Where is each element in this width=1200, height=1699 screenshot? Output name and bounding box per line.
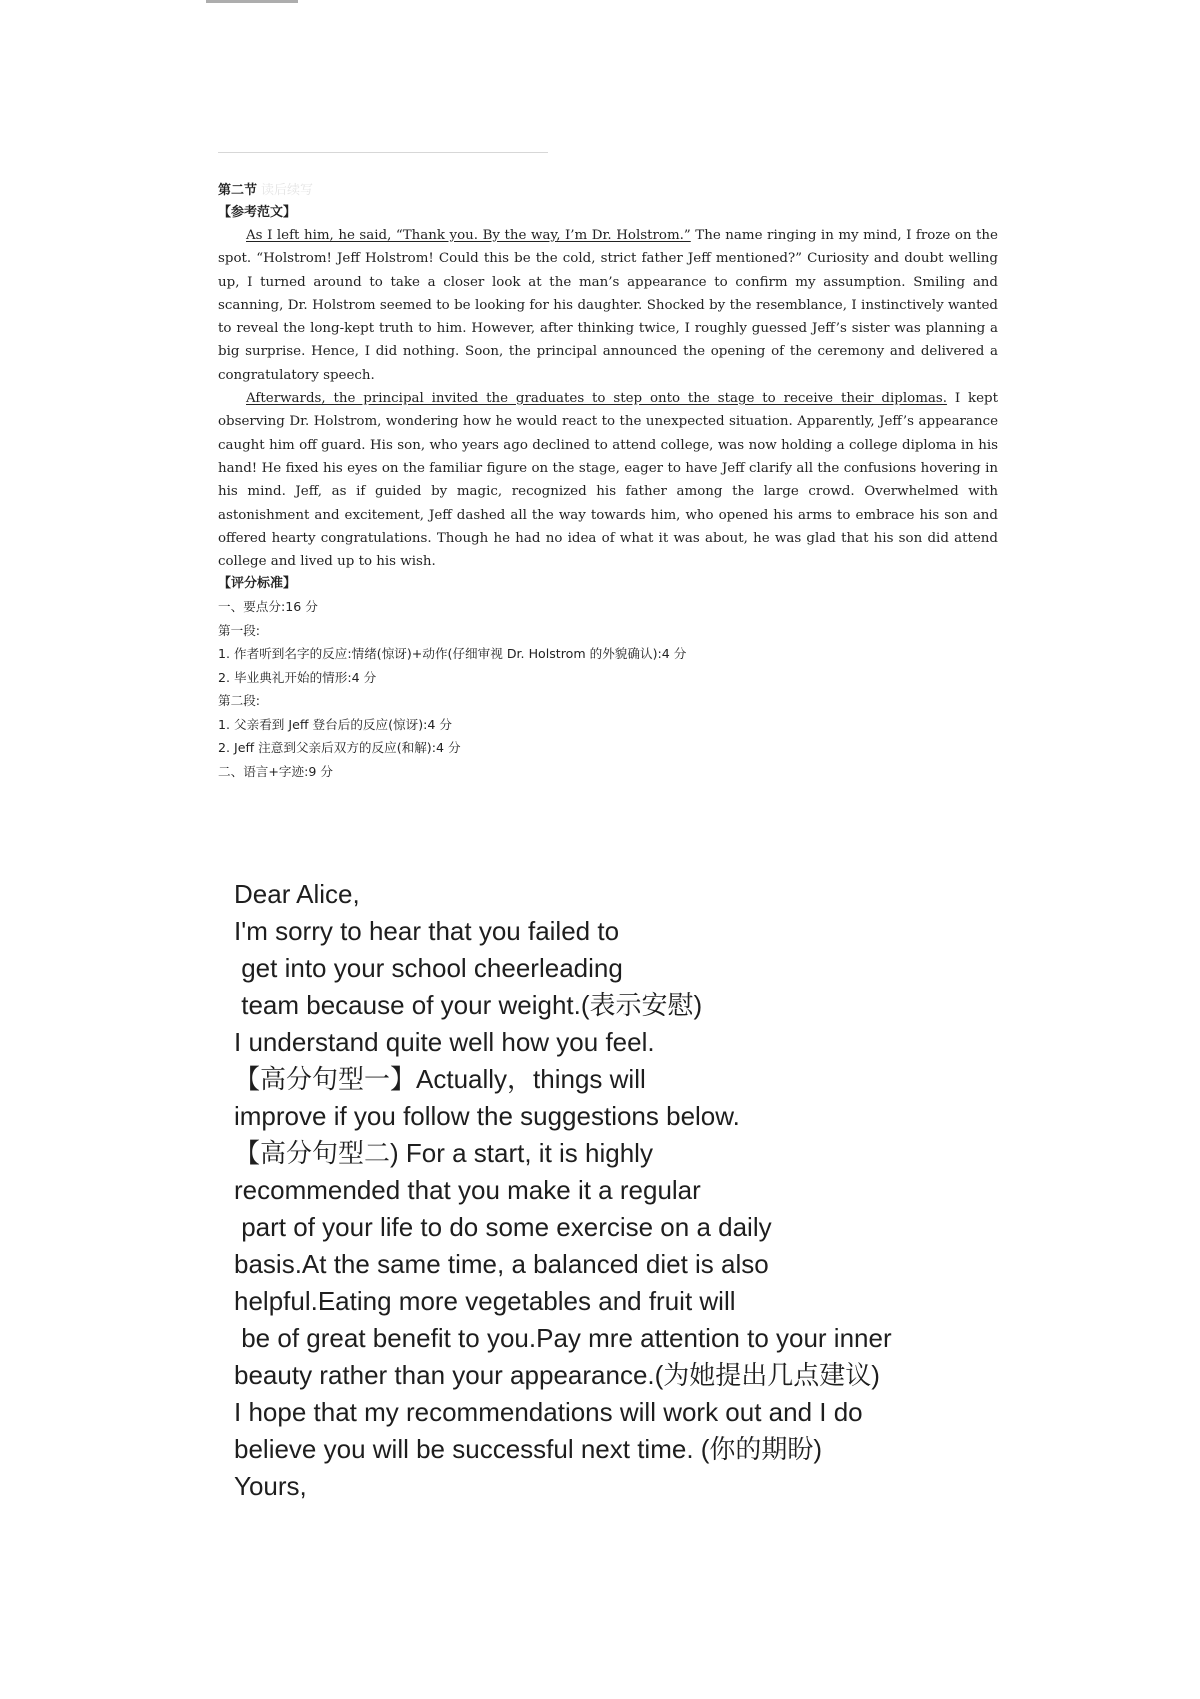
divider-line	[218, 152, 548, 153]
sample-paragraph-2	[218, 387, 998, 573]
letter-line: I understand quite well how you feel.	[234, 1027, 655, 1057]
scoring-line: 1. 父亲看到 Jeff 登台后的反应(惊讶):4 分	[218, 716, 452, 732]
scoring-line: 第二段:	[218, 693, 261, 709]
section-heading-text: 第二节	[218, 183, 258, 198]
scoring-label: 【评分标准】	[218, 576, 297, 592]
paragraph-1-opening: As I left him, he said, “Thank you. By the way, I’m Dr. Holstrom.”	[246, 228, 691, 243]
letter-line: believe you will be successful next time. (你的期盼)	[234, 1434, 823, 1464]
reference-answer-section	[218, 180, 998, 783]
letter-line: beauty rather than your appearance.(为她提出几点建议)	[234, 1360, 880, 1390]
reference-label: 【参考范文】	[218, 205, 297, 220]
letter-line: Dear Alice,	[234, 879, 360, 909]
letter-line: recommended that you make it a regular	[234, 1175, 701, 1205]
scoring-line: 二、语言+字迹:9 分	[218, 763, 333, 779]
scoring-criteria-list	[218, 595, 998, 783]
scoring-line: 2. 毕业典礼开始的情形:4 分	[218, 669, 377, 685]
letter-line: team because of your weight.(表示安慰)	[234, 990, 703, 1020]
letter-line: I'm sorry to hear that you failed to	[234, 916, 620, 946]
sample-paragraph-1	[218, 224, 998, 387]
section-heading	[218, 180, 998, 202]
letter-line: part of your life to do some exercise on a daily	[234, 1212, 772, 1242]
paragraph-2-opening: Afterwards, the principal invited the graduates to step onto the stage to receive their diplomas.	[246, 391, 948, 407]
letter-line: get into your school cheerleading	[234, 953, 623, 983]
scan-artifact	[206, 0, 298, 3]
letter-text	[234, 876, 994, 1505]
scoring-line: 2. Jeff 注意到父亲后双方的反应(和解):4 分	[218, 740, 461, 756]
letter-line: 【高分句型二) For a start, it is highly	[234, 1138, 653, 1168]
letter-line: Yours,	[234, 1471, 307, 1501]
scoring-line: 一、要点分:16 分	[218, 599, 318, 615]
section-heading-faint-text: 读后续写	[261, 183, 314, 198]
letter-line: basis.At the same time, a balanced diet is also	[234, 1249, 769, 1279]
paragraph-1-body: The name ringing in my mind, I froze on the spot. “Holstrom! Jeff Holstrom! Could this be the cold, strict father Jeff mentioned?” Curiosity and doubt welling up, I turned around to take a closer look at the man’s appearance to confirm my assumption. Smiling and scanning, Dr. Holstrom seemed to be looking for his daughter. Shocked by the resemblance, I instinctively wanted to reveal the long-kept truth to him. However, after thinking twice, I roughly guessed Jeff’s sister was planning a big surprise. Hence, I did nothing. Soon, the principal announced the opening of the ceremony and delivered a congratulatory speech.	[218, 228, 998, 383]
paragraph-2-body: I kept observing Dr. Holstrom, wondering how he would react to the unexpected situation. Apparently, Jeff’s appearance caught him off guard. His son, who years ago declined to attend college, was now holding a college diploma in his hand! He fixed his eyes on the familiar figure on the stage, eager to have Jeff clarify all the confusions hovering in his mind. Jeff, as if guided by magic, recognized his father among the large crowd. Overwhelmed with astonishment and excitement, Jeff dashed all the way towards him, who opened his arms to embrace his son and offered hearty congratulations. Though he had no idea of what it was about, he was glad that his son did attend college and lived up to his wish.	[218, 391, 998, 570]
letter-line: be of great benefit to you.Pay mre attention to your inner	[234, 1323, 892, 1353]
letter-line: 【高分句型一】Actually，things will	[234, 1064, 646, 1094]
letter-line: improve if you follow the suggestions below.	[234, 1101, 740, 1131]
scoring-line: 第一段:	[218, 622, 261, 638]
letter-line: helpful.Eating more vegetables and fruit will	[234, 1286, 736, 1316]
letter-line: I hope that my recommendations will work out and I do	[234, 1397, 863, 1427]
scoring-line: 1. 作者听到名字的反应:情绪(惊讶)+动作(仔细审视 Dr. Holstrom 的外貌确认):4 分	[218, 646, 687, 662]
